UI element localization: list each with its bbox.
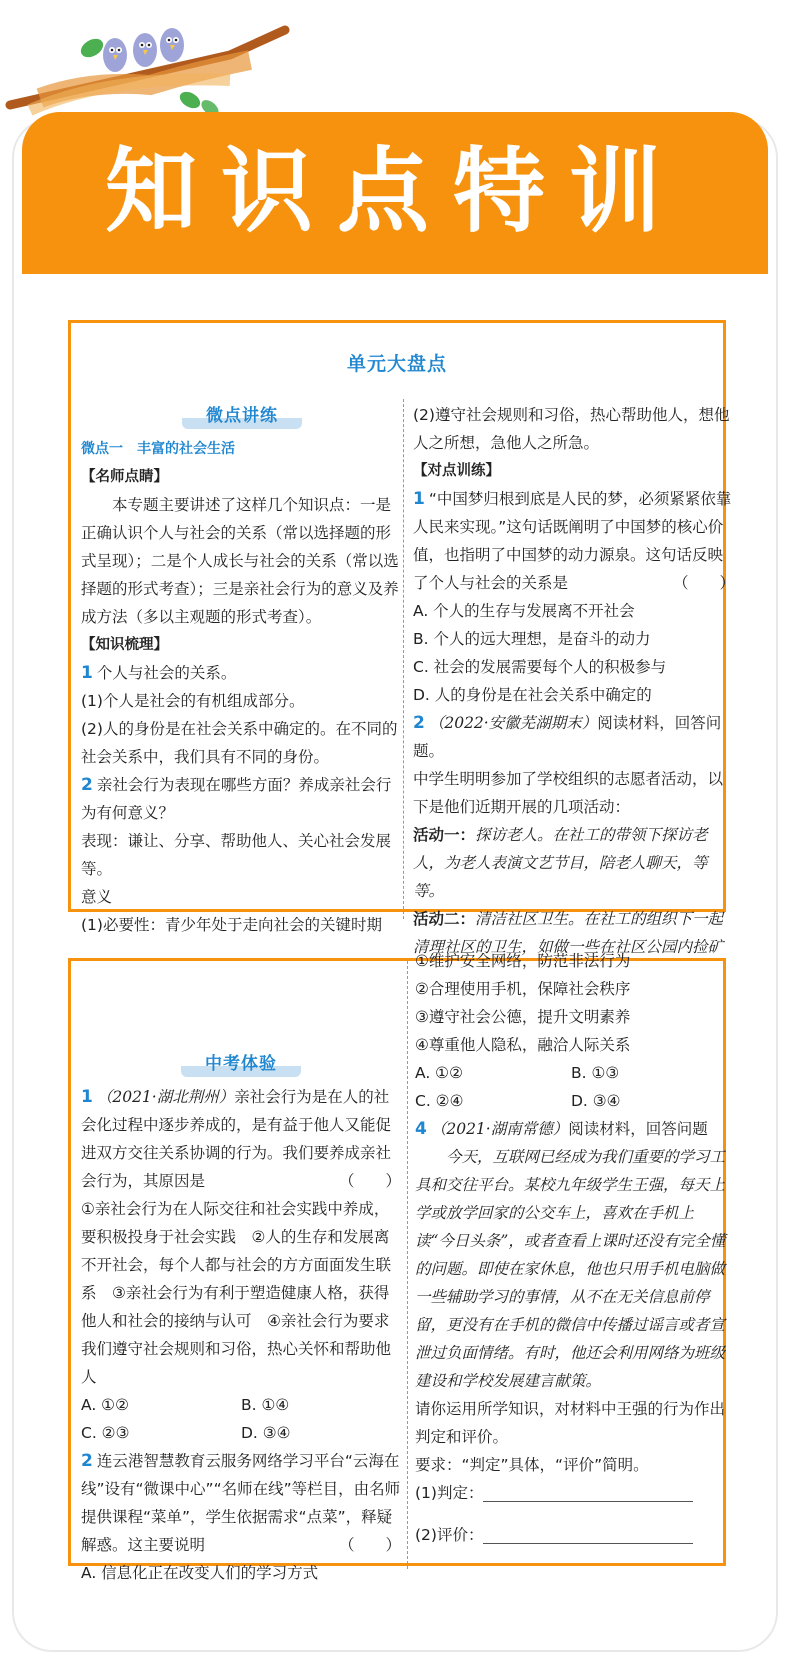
q4-answer-evaluate: (2)评价： xyxy=(415,1521,727,1549)
q1-option-b: B. 个人的远大理想，是奋斗的动力 xyxy=(413,630,651,648)
left-column xyxy=(81,403,403,939)
statement-2: ②合理使用手机，保障社会秩序 xyxy=(415,980,631,998)
q4-ask: 请你运用所学知识，对材料中王强的行为作出判定和评价。 xyxy=(415,1400,726,1446)
q3-options-row-1: A. ①② B. ①③ xyxy=(415,1064,620,1082)
micro-point-heading: 微点一 丰富的社会生活 xyxy=(81,441,235,457)
teacher-tag: 【名师点睛】 xyxy=(81,469,168,485)
question-number: 1 xyxy=(413,489,425,509)
teacher-text: 本专题主要讲述了这样几个知识点：一是正确认识个人与社会的关系（常以选择题的形式呈现）；二是个人成长与社会的关系（常以选择题的形式考查）；三是亲社会行为的意义及养成方法（多以主观题的形式考查）。 xyxy=(81,496,399,626)
q3-options-row-2: C. ②④ D. ③④ xyxy=(415,1092,621,1110)
knowledge-item-2: 2 亲社会行为表现在哪些方面？养成亲社会行为有何意义？ xyxy=(81,775,392,822)
section-tag-micro: 微点讲练 xyxy=(182,403,302,429)
right-column xyxy=(413,401,735,961)
answer-blank[interactable] xyxy=(483,1486,693,1502)
knowledge-2a: 表现：谦让、分享、帮助他人、关心社会发展等。 xyxy=(81,832,392,878)
answer-bracket: （ ） xyxy=(338,1536,401,1554)
exam-q1-options-row-1: A. ①② B. ①④ xyxy=(81,1396,290,1414)
statement-4: ④尊重他人隐私，融洽人际关系 xyxy=(415,1036,631,1054)
statement-3: ③遵守社会公德，提升文明素养 xyxy=(415,1008,631,1026)
exam-q2-option-a: A. 信息化正在改变人们的学习方式 xyxy=(81,1564,319,1582)
left-column xyxy=(81,1051,401,1587)
unit-title: 单元大盘点 xyxy=(346,353,447,375)
page-title: 知识点特训 xyxy=(104,138,685,245)
activity-2: 活动二：清洁社区卫生。在社工的组织下一起清理社区的卫生，如做一些在社区公园内捡矿 xyxy=(413,910,724,956)
meaning-2: (2)遵守社会规则和习俗，热心帮助他人，想他人之所想，急他人之所急。 xyxy=(413,406,730,452)
exam-q1-statements: ①亲社会行为在人际交往和社会实践中养成，要积极投身于社会实践 ②人的生存和发展离不开社会，每个人都与社会的方方面面发生联系 ③亲社会行为有利于塑造健康人格，获得他人和社会的接纳与认可 ④亲社会行为要求我们遵守社会规则和习俗，热心关怀和帮助他人 xyxy=(81,1200,392,1386)
exam-question-4: 4 （2021·湖南常德）阅读材料，回答问题 xyxy=(415,1119,708,1139)
question-number: 1 xyxy=(81,1087,93,1107)
question-number: 4 xyxy=(415,1119,427,1139)
statement-1-cut: ①维护安全网络，防范非法行为 xyxy=(415,952,631,970)
question-2: 2 （2022·安徽芜湖期末）阅读材料，回答问题。 xyxy=(413,713,722,760)
unit-review-panel xyxy=(68,320,735,956)
training-tag: 【对点训练】 xyxy=(413,463,500,479)
answer-bracket: （ ） xyxy=(672,574,735,592)
knowledge-2c: (1)必要性：青少年处于走向社会的关键时期 xyxy=(81,916,382,934)
answer-bracket: （ ） xyxy=(338,1172,401,1190)
right-column xyxy=(415,952,727,1549)
q2-material: 中学生明明参加了学校组织的志愿者活动，以下是他们近期开展的几项活动： xyxy=(413,770,724,816)
q1-option-c: C. 社会的发展需要每个人的积极参与 xyxy=(413,658,667,676)
exam-question-1: 1 （2021·湖北荆州）亲社会行为是在人的社会化过程中逐步养成的，是有益于他人又能促进双方交往关系协调的行为。我们要养成亲社会行为，其原因是 （ ） xyxy=(81,1083,401,1195)
question-source: （2021·湖南常德） xyxy=(430,1120,569,1138)
knowledge-tag: 【知识梳理】 xyxy=(81,637,168,653)
column-divider xyxy=(403,399,404,919)
exam-experience-panel xyxy=(68,952,726,1582)
item-number: 2 xyxy=(81,775,93,795)
knowledge-item-1: 1 个人与社会的关系。 xyxy=(81,663,237,683)
question-number: 2 xyxy=(81,1451,93,1471)
item-number: 1 xyxy=(81,663,93,683)
question-number: 2 xyxy=(413,713,425,733)
activity-1: 活动一：探访老人。在社工的带领下探访老人，为老人表演文艺节目，陪老人聊天，等等。 xyxy=(413,826,708,900)
column-divider xyxy=(407,961,408,1569)
knowledge-1b: (2)人的身份是在社会关系中确定的。在不同的社会关系中，我们具有不同的身份。 xyxy=(81,720,398,766)
q4-answer-judge: (1)判定： xyxy=(415,1479,727,1507)
knowledge-1a: (1)个人是社会的有机组成部分。 xyxy=(81,692,305,710)
question-source: （2021·湖北荆州） xyxy=(96,1088,235,1106)
section-tag-exam: 中考体验 xyxy=(181,1051,301,1077)
answer-blank[interactable] xyxy=(483,1528,693,1544)
q1-option-a: A. 个人的生存与发展离不开社会 xyxy=(413,602,635,620)
exam-question-2: 2 连云港智慧教育云服务网络学习平台“云海在线”设有“微课中心”“名师在线”等栏目，由名师提供课程“菜单”，学生依据需求“点菜”，释疑解惑。这主要说明 （ ） xyxy=(81,1447,401,1559)
q1-option-d: D. 人的身份是在社会关系中确定的 xyxy=(413,686,652,704)
knowledge-2b: 意义 xyxy=(81,888,113,906)
question-source: （2022·安徽芜湖期末） xyxy=(428,714,598,732)
q4-requirement: 要求：“判定”具体，“评价”简明。 xyxy=(415,1456,649,1474)
question-1: 1 “中国梦归根到底是人民的梦，必须紧紧依靠人民来实现。”这句话既阐明了中国梦的核心价值，也指明了中国梦的动力源泉。这句话反映了个人与社会的关系是 （ ） xyxy=(413,485,735,597)
q4-material: 今天，互联网已经成为我们重要的学习工具和交往平台。某校九年级学生王强，每天上学或放学回家的公交车上，喜欢在手机上读“今日头条”，或者查看上课时还没有完全懂的问题。即使在家休息，他也只用手机电脑做一些辅助学习的事情，从不在无关信息前停留，更没有在手机的微信中传播过谣言或者宣泄过负面情绪。有时，他还会利用网络为班级建设和学校发展建言献策。 xyxy=(415,1148,726,1390)
exam-q1-options-row-2: C. ②③ D. ③④ xyxy=(81,1424,291,1442)
